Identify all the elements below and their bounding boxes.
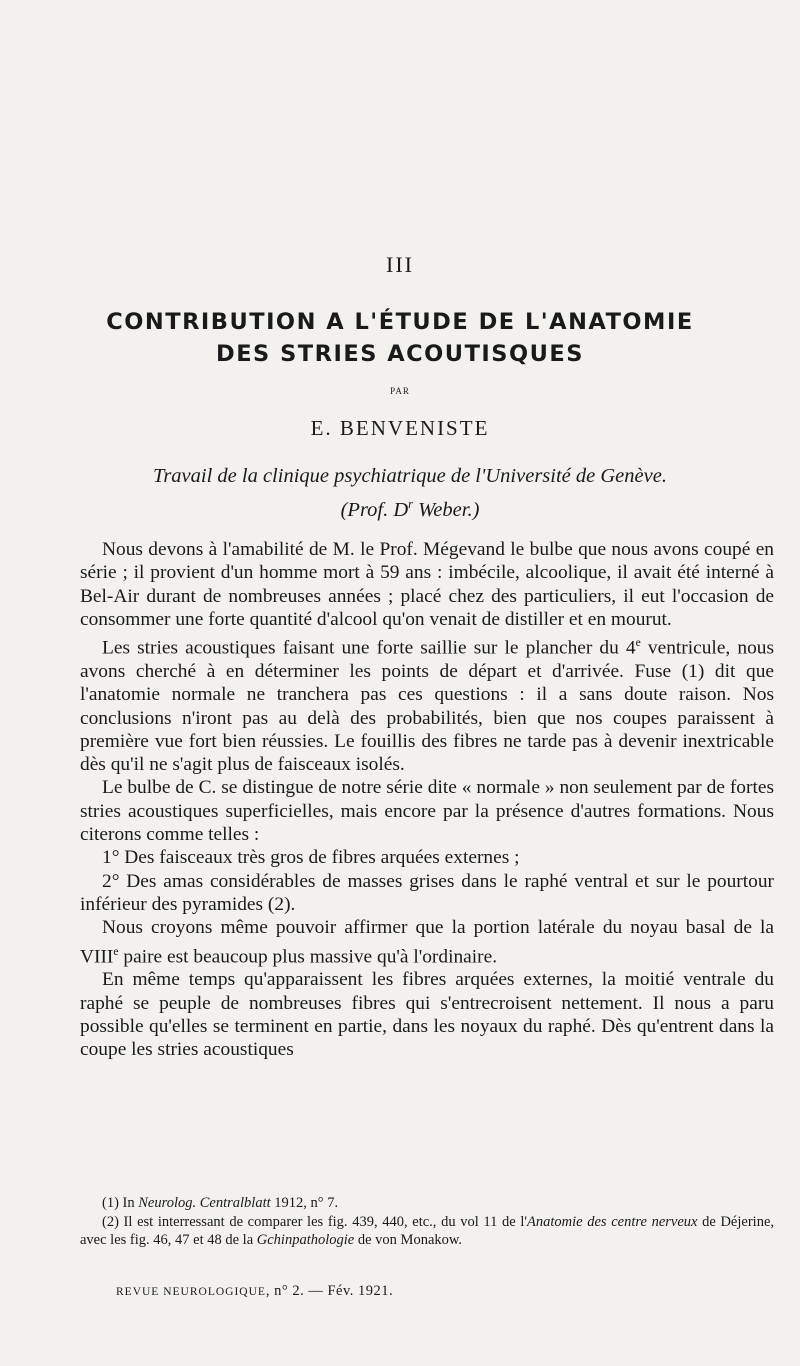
footer-journal: REVUE NEUROLOGIQUE [116,1286,266,1298]
article-body [80,538,774,1061]
footnote-2-post: de von Monakow. [354,1232,463,1248]
footer-issue: , n° 2. — Fév. 1921. [265,1283,394,1299]
footnote-1-post: 1912, n° 7. [270,1195,339,1211]
author-name: E. BENVENISTE [310,416,490,440]
paragraph-1: Nous devons à l'amabilité de M. le Prof. Mégevand le bulbe que nous avons coupé en série ; il provient d'un homme mort à 59 ans : imbécile, alcoolique, il avait été interné à Bel-Air durant de nombreuses années ; placé chez des particuliers, il eut l'occasion de consommer une forte quantité d'alcool qu'on venait de distiller et en mourut. [80,539,774,630]
paragraph-2-sup: e [635,636,641,650]
footnote-2-book: Anatomie des centre nerveux [527,1213,698,1230]
affiliation-weber: Weber.) [412,498,480,521]
footnote-2-mid: de Déjerine, avec les fig. 46, 47 et 48 de la [80,1213,775,1248]
paragraph-2 [80,631,774,776]
paragraph-3: Le bulbe de C. se distingue de notre série dite « normale » non seulement par de fortes stries acoustiques superficielles, mais encore par la présence d'autres formations. Nous citerons comme telles : [80,777,774,846]
article-title-line1: CONTRIBUTION A L'ÉTUDE DE L'ANATOMIE [106,309,694,335]
paragraph-4-a: Nous croyons même pouvoir affirmer que la portion latérale du noyau basal de la VIII [80,917,774,967]
paragraph-5: En même temps qu'apparaissent les fibres arquées externes, la moitié ventrale du raphé se peuple de nombreuses fibres qui s'entrecroisent nettement. Il nous a paru possible qu'elles se terminent en partie, dans les noyaux du raphé. Dès qu'entrent dans la coupe les stries acoustiques [80,969,774,1061]
article-title-line2: DES STRIES ACOUTISQUES [216,341,584,367]
footnote-1-journal: Neurolog. Centralblatt [138,1195,271,1211]
by-label: PAR [390,386,410,396]
affiliation-line2 [90,490,730,524]
paragraph-4-b: paire est beaucoup plus massive qu'à l'ordinaire. [118,945,498,967]
affiliation-sup: r [408,497,413,511]
list-item-1: 1° Des faisceaux très gros de fibres arquées externes ; [102,847,520,869]
paragraph-4-sup: e [113,944,119,958]
paragraph-4 [80,916,774,968]
affiliation [90,462,730,524]
paragraph-2-a: Les stries acoustiques faisant une forte saillie sur le plancher du 4 [102,637,636,659]
footnote-1 [80,1194,774,1213]
section-number: III [386,252,414,277]
footnotes [80,1194,774,1250]
paragraph-2-b: ventricule, nous avons cherché à en déterminer les points de départ et d'arrivée. Fuse (1) dit que l'anatomie normale ne tranchera pas ces questions : il a sans doute raison. Nos conclusions n'iront pas au delà des probabilités, bien que nos coupes paraissent à première vue fort bien réussies. Le fouillis des fibres ne tarde pas à devenir inextricable dès qu'il ne s'agit plus de faisceaux isolés. [80,637,775,776]
footnote-2-book2: Gchinpathologie [256,1232,355,1248]
list-item-2: 2° Des amas considérables de masses grises dans le raphé ventral et sur le pourtour inférieur des pyramides (2). [80,870,774,915]
affiliation-prof: (Prof. D [340,498,409,521]
footnote-1-pre: (1) In [102,1195,139,1211]
footnote-2 [80,1213,774,1250]
footnote-2-pre: (2) Il est interressant de comparer les fig. 439, 440, etc., du vol 11 de l' [102,1213,528,1230]
article-title [60,306,740,370]
page-footer [116,1283,393,1300]
affiliation-line1: Travail de la clinique psychiatrique de l'Université de Genève. [153,465,667,487]
